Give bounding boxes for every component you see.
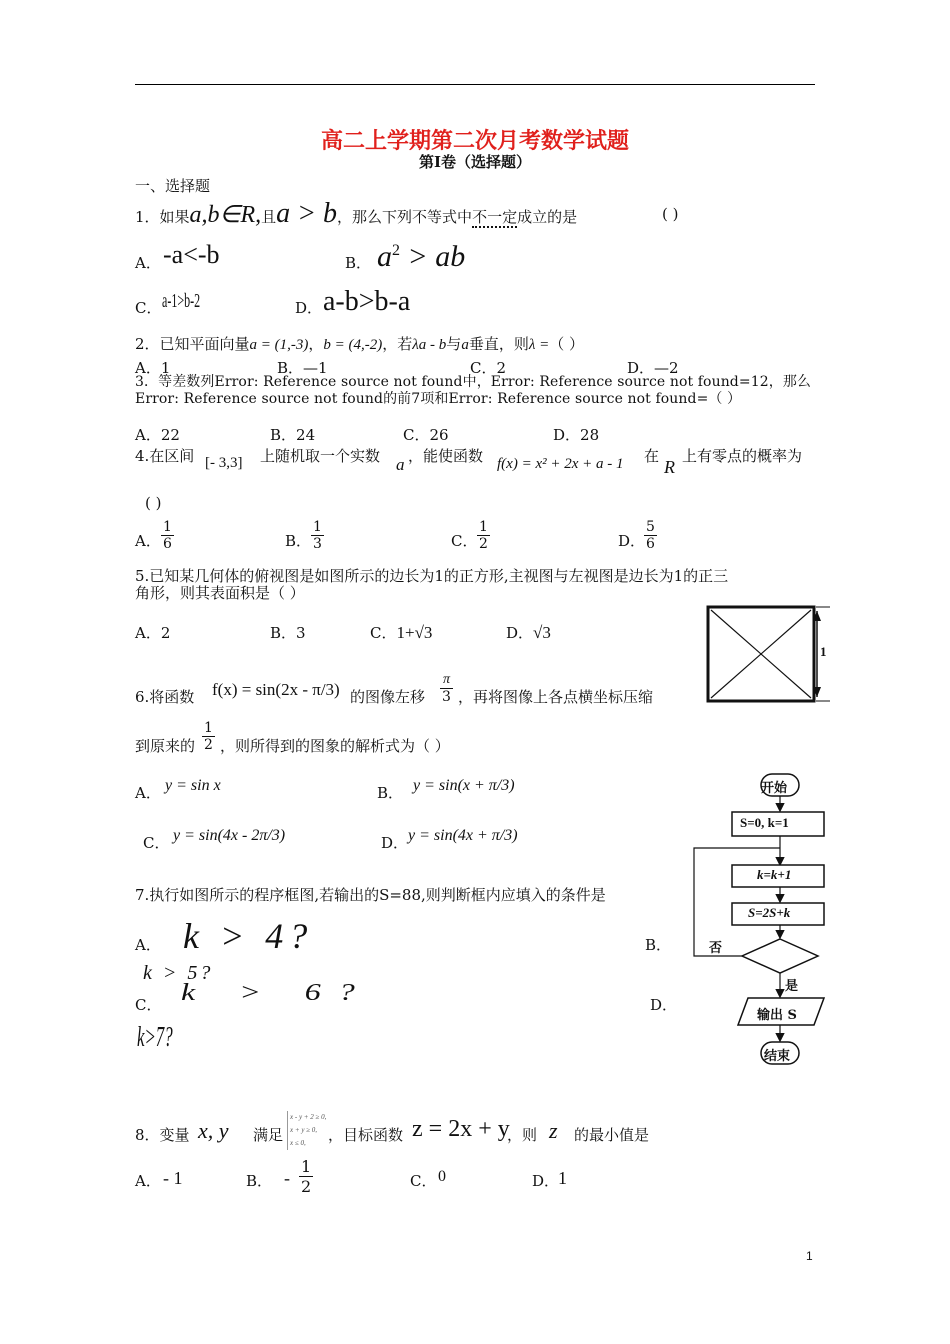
question-2 bbox=[135, 333, 584, 354]
q1-optA: -a<-b bbox=[163, 240, 220, 269]
q6-ratio-den: 2 bbox=[204, 737, 213, 753]
q4-optA-label: A． bbox=[135, 532, 161, 550]
q8-optD: 1 bbox=[558, 1168, 567, 1188]
q4-optA-frac bbox=[161, 519, 174, 552]
q5-optC-value: 1+√3 bbox=[396, 623, 433, 642]
q5-optC bbox=[370, 622, 432, 643]
q2-expr: λa - b bbox=[412, 337, 447, 353]
q2-stem-b: ，若 bbox=[382, 335, 413, 353]
q6-optB-label: B． bbox=[377, 784, 404, 802]
q7-optC: k > 6? bbox=[181, 978, 373, 1005]
q8-constraint-1: x - y + 2 ≥ 0, bbox=[290, 1113, 327, 1121]
q4-func: f(x) = x² + 2x + a - 1 bbox=[497, 456, 624, 472]
q8-vars: x, y bbox=[198, 1118, 229, 1143]
q2-optC: C．2 bbox=[470, 359, 507, 377]
q8-objective: z = 2x + y bbox=[412, 1116, 510, 1142]
q4-optB-den: 3 bbox=[313, 536, 322, 552]
q5-line1: 5.已知某几何体的俯视图是如图所示的边长为1的正方形,主视图与左视图是边长为1的正三 bbox=[135, 567, 729, 585]
q1-optC-label: C． bbox=[135, 299, 162, 317]
q6-stem-e: ，则所得到的图象的解析式为（ ） bbox=[220, 737, 450, 755]
q3-optC: C．26 bbox=[403, 426, 449, 444]
q4-optC-frac bbox=[477, 519, 490, 552]
flow-end: 结束 bbox=[764, 1049, 791, 1064]
flow-start: 开始 bbox=[761, 781, 788, 796]
q4-optC-den: 2 bbox=[479, 536, 488, 552]
q4-stem-e: 上有零点的概率为 bbox=[682, 447, 803, 465]
q2-vec-b: b = (4,-2) bbox=[323, 337, 383, 353]
q2-optB: B．—1 bbox=[277, 359, 328, 377]
q5-optB: B．3 bbox=[270, 624, 306, 642]
q2-optA: A．1 bbox=[135, 359, 171, 377]
flow-init: S=0, k=1 bbox=[740, 815, 789, 830]
q5-optA: A．2 bbox=[135, 624, 171, 642]
q6-ratio-num: 1 bbox=[204, 720, 213, 736]
q4-R: R bbox=[664, 457, 675, 477]
q1-optB bbox=[377, 240, 465, 274]
q8-optB-label: B． bbox=[246, 1172, 273, 1190]
q1-optB-base: a bbox=[377, 240, 392, 273]
q6-optD: y = sin(4x + π/3) bbox=[408, 827, 518, 844]
q6-ratio-frac bbox=[202, 720, 215, 753]
flow-inc: k=k+1 bbox=[757, 867, 792, 882]
q6-shift-frac bbox=[440, 672, 453, 705]
q1-optD: a-b>b-a bbox=[323, 286, 411, 317]
flow-output: 输出 S bbox=[757, 1008, 797, 1023]
flow-update: S=2S+k bbox=[748, 905, 791, 920]
q2-stem-c: 与 bbox=[446, 335, 462, 353]
q5-optD-label: D． bbox=[506, 624, 534, 642]
q5-line2: 角形，则其表面积是（ ） bbox=[135, 584, 305, 602]
q8-optA: - 1 bbox=[163, 1168, 183, 1188]
q5-optD-value: √3 bbox=[533, 623, 551, 642]
q2-stem-a: 2．已知平面向量 bbox=[135, 335, 250, 353]
q2-vec-a: a = (1,-3) bbox=[249, 337, 309, 353]
q5-optC-label: C． bbox=[370, 624, 397, 642]
q5-square-figure bbox=[704, 603, 832, 705]
q7-optA: k > 4? bbox=[183, 916, 314, 956]
q6-stem-a: 6.将函数 bbox=[135, 688, 195, 706]
question-3: 3．等差数列Error: Reference source not found中，Error: Reference source not found=12，那么Error: Reference source not found的前7项和Error: Reference source not found=（ ） bbox=[135, 374, 812, 407]
q8-optC-label: C． bbox=[410, 1172, 437, 1190]
q4-optD-label: D． bbox=[618, 532, 646, 550]
q7-optB: k > 5? bbox=[143, 962, 214, 984]
q8-constraint-3: x ≤ 0, bbox=[290, 1139, 306, 1147]
page-title: 高二上学期第二次月考数学试题 bbox=[320, 128, 629, 154]
q1-stem-c: ，那么下列不等式中 bbox=[337, 208, 473, 226]
q2-var-a: a bbox=[461, 337, 469, 353]
flow-no: 否 bbox=[709, 941, 723, 956]
q6-optA-label: A． bbox=[135, 784, 161, 802]
q3-optA: A．22 bbox=[135, 426, 180, 444]
q1-stem-a: 1．如果 bbox=[135, 208, 190, 226]
q6-optC: y = sin(4x - 2π/3) bbox=[173, 827, 286, 844]
q5-fig-label: 1 bbox=[820, 644, 827, 659]
q4-stem-d: 在 bbox=[644, 447, 660, 465]
q7-optD-label: D． bbox=[650, 996, 678, 1014]
q4-optA-num: 1 bbox=[163, 519, 172, 535]
q8-optA-label: A． bbox=[135, 1172, 161, 1190]
q1-stem-dots: 不一定 bbox=[472, 208, 518, 226]
q2-stem-d: 垂直，则 bbox=[468, 335, 529, 353]
q1-optC: a-1>b-2 bbox=[162, 290, 201, 312]
q4-optB-label: B． bbox=[285, 532, 312, 550]
q1-optD-label: D． bbox=[295, 299, 323, 317]
q6-optC-label: C． bbox=[143, 834, 170, 852]
q5-optD bbox=[506, 622, 551, 643]
q7-optB-label: B． bbox=[645, 936, 672, 954]
q7-stem: 7.执行如图所示的程序框图,若输出的S=88,则判断框内应填入的条件是 bbox=[135, 886, 606, 904]
q4-optD-frac bbox=[644, 519, 657, 552]
q4-stem-c: ，能使函数 bbox=[408, 447, 484, 465]
q4-interval: [- 3,3] bbox=[205, 455, 243, 471]
q1-optB-rest: > ab bbox=[400, 240, 466, 273]
q8-optB-sign: - bbox=[284, 1168, 290, 1188]
q8-optB-den: 2 bbox=[301, 1177, 312, 1196]
q8-stem-e: 的最小值是 bbox=[574, 1126, 650, 1144]
q4-optC-label: C． bbox=[451, 532, 478, 550]
q7-optC-label: C． bbox=[135, 996, 162, 1014]
q4-optD-den: 6 bbox=[646, 536, 655, 552]
q7-optD: k>7? bbox=[137, 1022, 173, 1053]
q4-optB-frac bbox=[311, 519, 324, 552]
q1-optB-sup: 2 bbox=[392, 242, 400, 259]
q8-z: z bbox=[549, 1118, 558, 1143]
q4-var-a: a bbox=[396, 455, 405, 474]
header-rule bbox=[135, 84, 815, 85]
q8-constraint-2: x + y ≥ 0, bbox=[290, 1126, 318, 1134]
q4-stem-a: 4.在区间 bbox=[135, 447, 195, 465]
q2-sep: ， bbox=[308, 335, 324, 353]
q1-optA-label: A． bbox=[135, 254, 161, 272]
q8-stem-a: 8．变量 bbox=[135, 1126, 190, 1144]
q1-stem-b: 且 bbox=[261, 208, 277, 226]
q8-stem-d: ，则 bbox=[507, 1126, 538, 1144]
section-heading: 一、选择题 bbox=[135, 177, 211, 195]
page-subtitle: 第Ⅰ卷（选择题） bbox=[418, 153, 532, 171]
q4-stem-b: 上随机取一个实数 bbox=[260, 447, 381, 465]
q4-paren: ( ) bbox=[145, 494, 162, 512]
q6-stem-d: 到原来的 bbox=[135, 737, 196, 755]
q4-optC-num: 1 bbox=[479, 519, 488, 535]
q8-optC: 0 bbox=[438, 1168, 446, 1185]
q6-shift-num: π bbox=[440, 672, 453, 689]
q2-optD: D．—2 bbox=[627, 359, 679, 377]
q4-optD-num: 5 bbox=[646, 519, 655, 535]
q4-optB-num: 1 bbox=[313, 519, 322, 535]
q2-paren: （ ） bbox=[549, 335, 584, 353]
q8-optB-frac bbox=[299, 1157, 313, 1196]
q1-optB-label: B． bbox=[345, 254, 372, 272]
q8-stem-b: 满足 bbox=[253, 1126, 284, 1144]
q6-func: f(x) = sin(2x - π/3) bbox=[212, 680, 340, 699]
q4-optA-den: 6 bbox=[163, 536, 172, 552]
q6-stem-b: 的图像左移 bbox=[350, 688, 426, 706]
flow-yes: 是 bbox=[785, 979, 799, 994]
question-1 bbox=[135, 198, 577, 230]
q8-stem-c: ，目标函数 bbox=[328, 1126, 404, 1144]
q1-stem-d: 成立的是 bbox=[517, 208, 578, 226]
q6-optD-label: D． bbox=[381, 834, 409, 852]
q3-optD: D．28 bbox=[553, 426, 600, 444]
q1-cond-ineq: a > b bbox=[276, 198, 338, 229]
q7-optA-label: A． bbox=[135, 936, 161, 954]
page-number: 1 bbox=[806, 1249, 813, 1263]
q6-optA: y = sin x bbox=[165, 777, 221, 794]
q8-constraints bbox=[287, 1111, 326, 1150]
q1-paren: ( ) bbox=[662, 205, 679, 223]
q6-optB: y = sin(x + π/3) bbox=[413, 777, 515, 794]
q3-optB: B．24 bbox=[270, 426, 316, 444]
q8-optD-label: D． bbox=[532, 1172, 560, 1190]
q6-shift-den: 3 bbox=[442, 689, 451, 705]
q8-optB-num: 1 bbox=[301, 1157, 312, 1176]
q2-lambda: λ = bbox=[528, 337, 550, 353]
q6-stem-c: ，再将图像上各点横坐标压缩 bbox=[458, 688, 654, 706]
q1-cond-vars: a,b∈R, bbox=[189, 202, 262, 228]
